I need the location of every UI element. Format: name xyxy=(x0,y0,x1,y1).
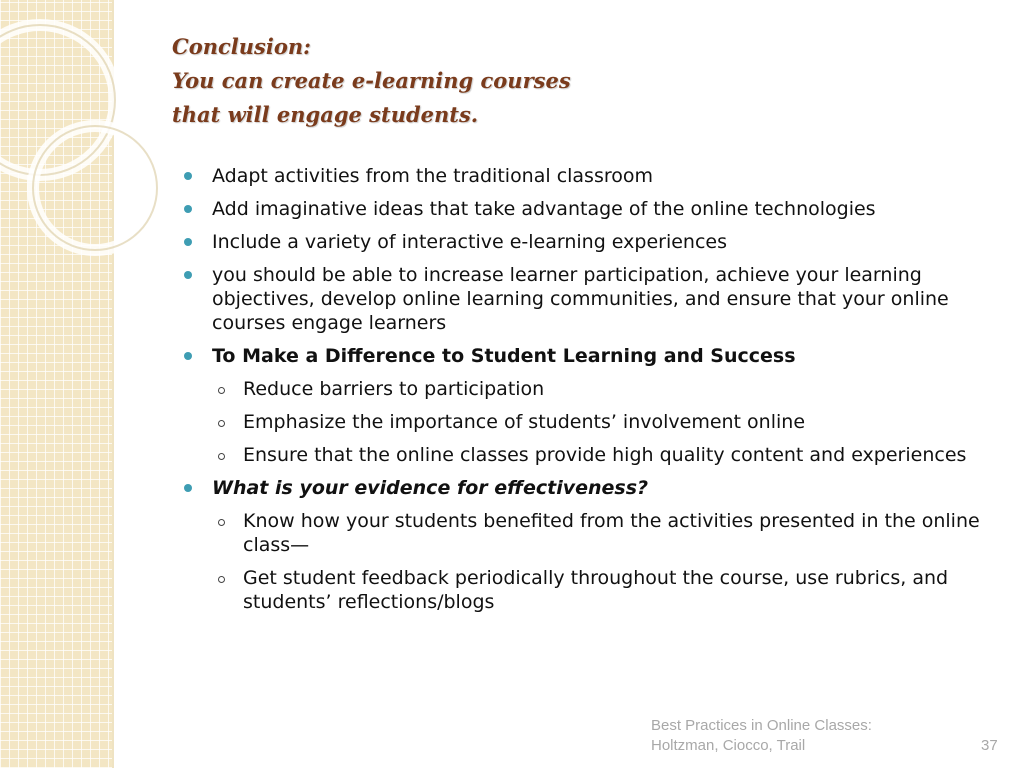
sub-bullet-circle-icon xyxy=(218,576,225,583)
sub-bullet-item xyxy=(180,377,990,401)
sub-bullet-text: Ensure that the online classes provide high quality content and experiences xyxy=(243,444,967,466)
bullet-item-heading xyxy=(180,476,990,500)
sub-bullet-text: Get student feedback periodically throughout the course, use rubrics, and students’ reflections/blogs xyxy=(243,567,949,613)
bullet-text: Add imaginative ideas that take advantage of the online technologies xyxy=(212,198,876,220)
bullet-dot-icon xyxy=(184,271,192,279)
sub-bullet-circle-icon xyxy=(218,519,225,526)
bullet-text: you should be able to increase learner participation, achieve your learning objectives, develop online learning communities, and ensure that your online courses engage learners xyxy=(212,264,949,334)
bullet-dot-icon xyxy=(184,352,192,360)
sub-bullet-text: Emphasize the importance of students’ involvement online xyxy=(243,411,806,433)
bullet-dot-icon xyxy=(184,205,192,213)
bullet-item xyxy=(180,164,990,188)
bullet-dot-icon xyxy=(184,172,192,180)
sub-bullet-item xyxy=(180,509,990,557)
sub-bullet-text: Know how your students benefited from the activities presented in the online class— xyxy=(243,510,980,556)
bullet-list xyxy=(180,164,990,623)
slide-title xyxy=(172,30,872,132)
title-line: Conclusion: xyxy=(172,34,311,59)
bullet-item xyxy=(180,230,990,254)
title-line: You can create e-learning courses xyxy=(172,68,571,93)
bullet-item xyxy=(180,263,990,335)
title-line: that will engage students. xyxy=(172,102,479,127)
bullet-text: What is your evidence for effectiveness? xyxy=(212,477,649,499)
bullet-item-heading xyxy=(180,344,990,368)
sub-bullet-circle-icon xyxy=(218,420,225,427)
bullet-dot-icon xyxy=(184,238,192,246)
sub-bullet-item xyxy=(180,443,990,467)
sub-bullet-circle-icon xyxy=(218,453,225,460)
footer-line: Best Practices in Online Classes: xyxy=(651,717,872,734)
sub-bullet-circle-icon xyxy=(218,387,225,394)
slide-footer xyxy=(651,716,872,756)
bullet-item xyxy=(180,197,990,221)
decorative-circles xyxy=(0,0,200,300)
bullet-text: Include a variety of interactive e-learning experiences xyxy=(212,231,728,253)
footer-line: Holtzman, Ciocco, Trail xyxy=(651,737,806,754)
bullet-text: Adapt activities from the traditional classroom xyxy=(212,165,654,187)
sub-bullet-text: Reduce barriers to participation xyxy=(243,378,545,400)
sub-bullet-item xyxy=(180,410,990,434)
bullet-text: To Make a Difference to Student Learning and Success xyxy=(212,345,796,367)
page-number: 37 xyxy=(981,737,998,754)
sub-bullet-item xyxy=(180,566,990,614)
bullet-dot-icon xyxy=(184,484,192,492)
